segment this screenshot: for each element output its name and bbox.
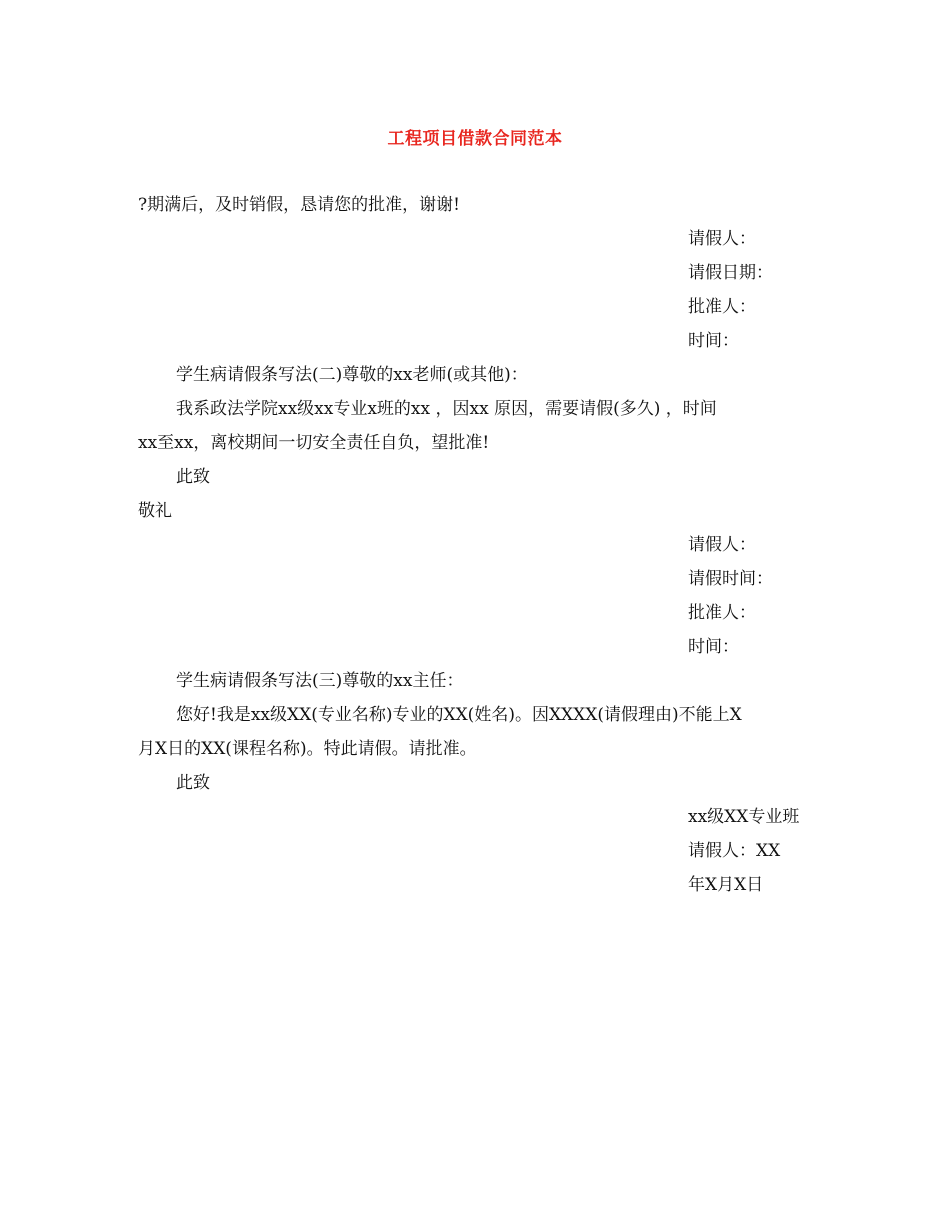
- signature-time-label: 时间：: [688, 637, 739, 657]
- salutation-jingli: 敬礼: [138, 501, 172, 521]
- signature-date: 年X月X日: [688, 875, 764, 895]
- signature-applicant-label: 请假人：: [688, 535, 756, 555]
- signature-applicant-label: 请假人：: [688, 229, 756, 249]
- paragraph-body-line-2: xx至xx，离校期间一切安全责任自负，望批准!: [138, 433, 490, 453]
- signature-applicant: 请假人：XX: [688, 841, 781, 861]
- section-heading-2: 学生病请假条写法(二)尊敬的xx老师(或其他)：: [176, 365, 528, 385]
- paragraph-closing-line: ?期满后，及时销假，恳请您的批准，谢谢!: [138, 195, 460, 215]
- paragraph-body-line-1: 我系政法学院xx级xx专业x班的xx ，因xx 原因，需要请假(多久) ，时间: [176, 399, 717, 419]
- document-title: 工程项目借款合同范本: [387, 129, 563, 149]
- signature-approver-label: 批准人：: [688, 297, 756, 317]
- paragraph-body-line-2: 月X日的XX(课程名称)。特此请假。请批准。: [138, 739, 477, 759]
- signature-date-label: 请假日期：: [688, 263, 773, 283]
- salutation-cizhi: 此致: [176, 773, 210, 793]
- signature-time-label: 时间：: [688, 331, 739, 351]
- section-heading-3: 学生病请假条写法(三)尊敬的xx主任：: [176, 671, 464, 691]
- salutation-cizhi: 此致: [176, 467, 210, 487]
- paragraph-body-line-1: 您好!我是xx级XX(专业名称)专业的XX(姓名)。因XXXX(请假理由)不能上X: [176, 705, 742, 725]
- signature-leave-time-label: 请假时间：: [688, 569, 773, 589]
- signature-class: xx级XX专业班: [688, 807, 800, 827]
- signature-approver-label: 批准人：: [688, 603, 756, 623]
